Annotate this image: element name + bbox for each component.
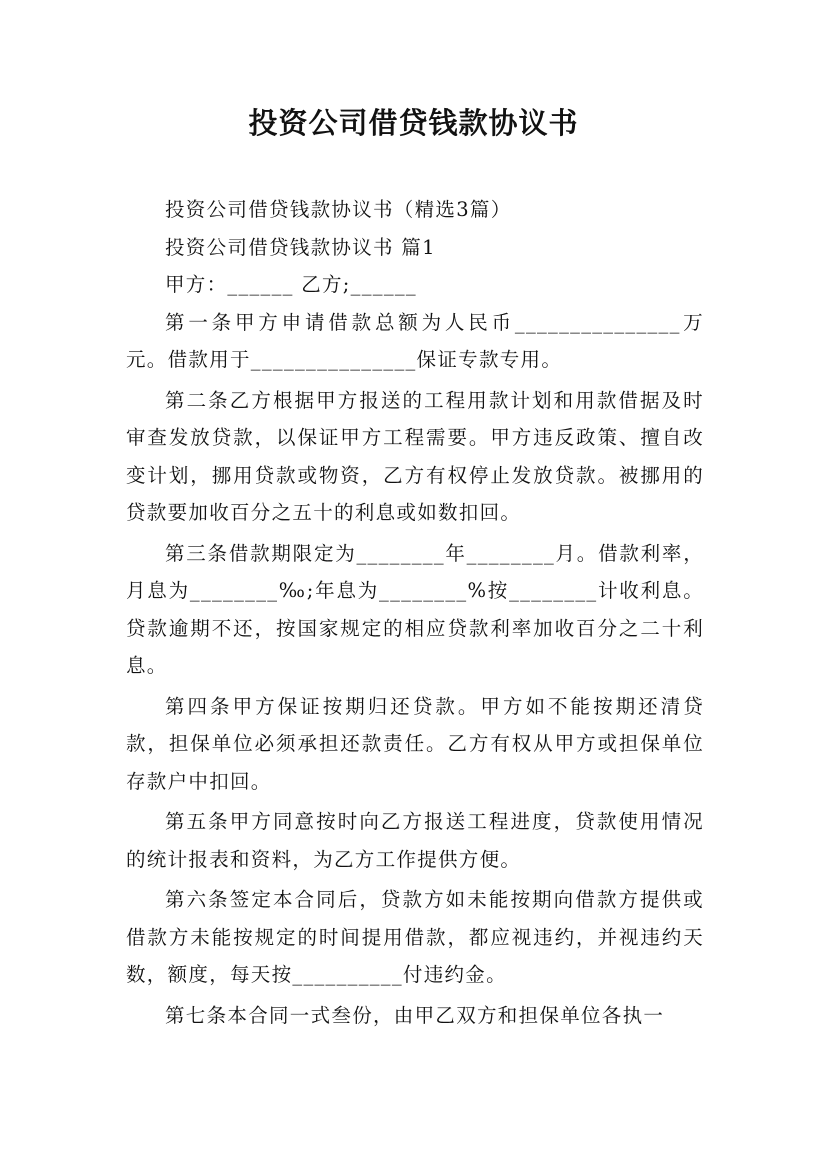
paragraph-article-6: 第六条签定本合同后，贷款方如未能按期向借款方提供或借款方未能按规定的时间提用借款，都应视违约，并视违约天数，额度，每天按__________付违约金。	[126, 888, 704, 986]
paragraph-article-5: 第五条甲方同意按时向乙方报送工程进度，贷款使用情况的统计报表和资料，为乙方工作提供方便。	[126, 810, 704, 871]
document-body	[126, 191, 704, 1034]
paragraph-parties: 甲方：______ 乙方;______	[165, 273, 417, 296]
paragraph-article-7: 第七条本合同一式叁份，由甲乙双方和担保单位各执一	[165, 1003, 665, 1027]
paragraph-article-1: 第一条甲方申请借款总额为人民币_______________万元。借款用于_______________保证专款专用。	[126, 310, 704, 371]
paragraph-article-4: 第四条甲方保证按期归还贷款。甲方如不能按期还清贷款，担保单位必须承担还款责任。乙方有权从甲方或担保单位存款户中扣回。	[126, 694, 704, 793]
paragraph-article-2: 第二条乙方根据甲方报送的工程用款计划和用款借据及时审查发放贷款，以保证甲方工程需要。甲方违反政策、擅自改变计划，挪用贷款或物资，乙方有权停止发放贷款。被挪用的贷款要加收百分之五十的利息或如数扣回。	[126, 388, 704, 524]
paragraph-section-heading: 投资公司借贷钱款协议书 篇1	[165, 235, 436, 259]
document-title: 投资公司借贷钱款协议书	[248, 106, 579, 140]
paragraph-article-3: 第三条借款期限定为________年________月。借款利率，月息为________‰;年息为________%按________计收利息。贷款逾期不还，按国家规定的相应贷款利率加收百分之二十利息。	[126, 541, 704, 677]
paragraph-collection-heading: 投资公司借贷钱款协议书（精选3篇）	[165, 198, 512, 221]
